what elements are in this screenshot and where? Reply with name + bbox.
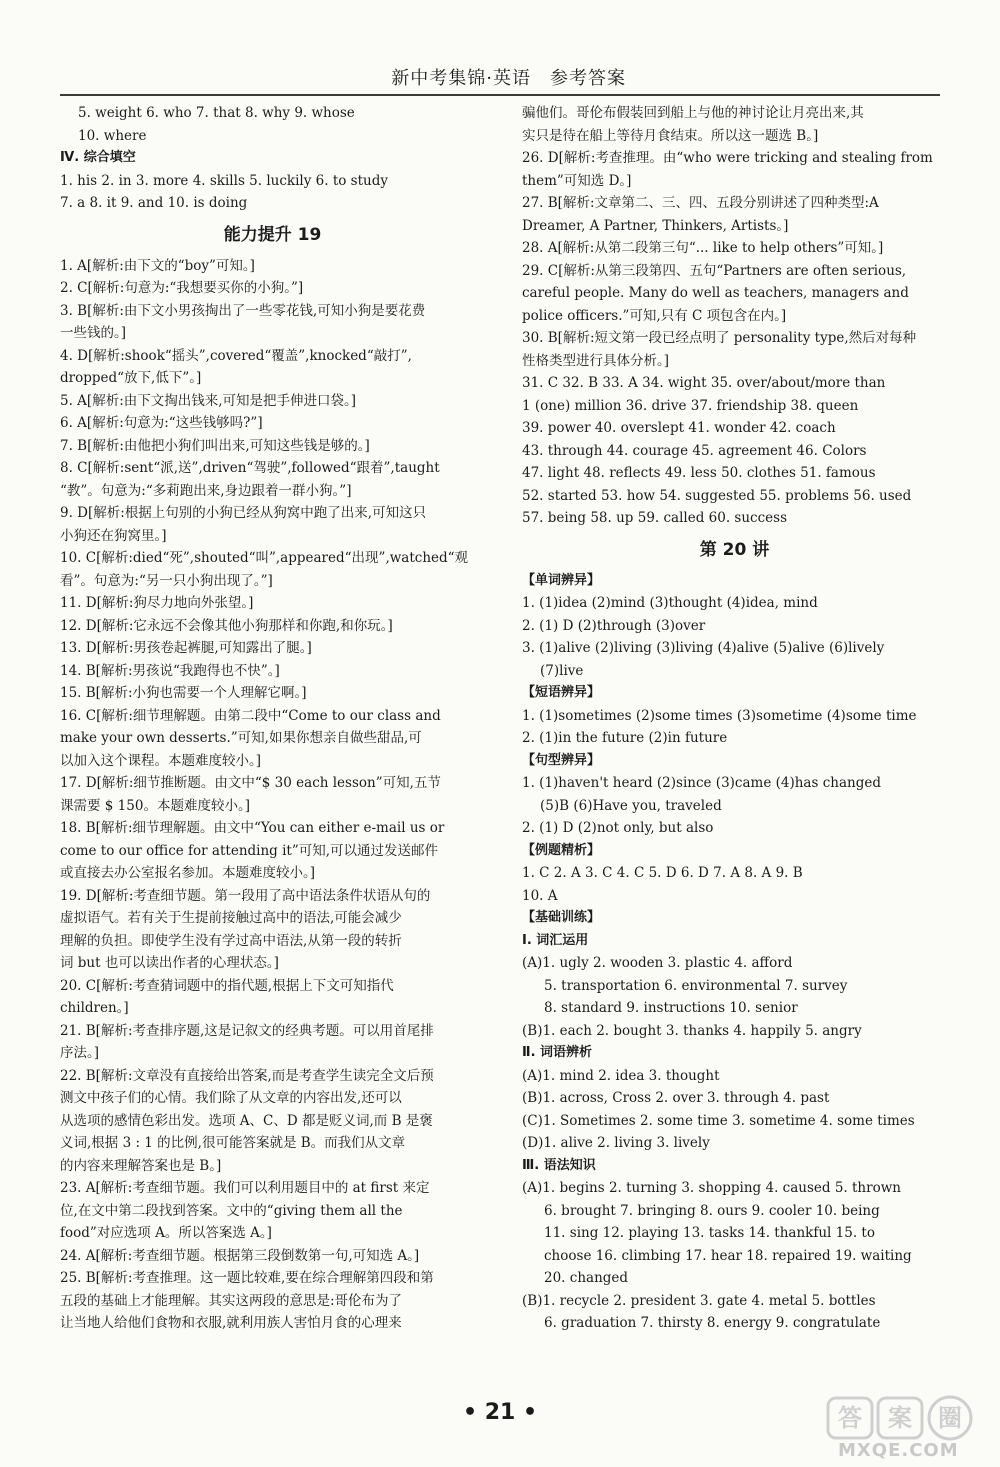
watermark-text: MXQE.COM — [838, 1440, 959, 1461]
answer-line: 19. D[解析:考查细节题。第一段用了高中语法条件状语从句的 — [60, 887, 431, 904]
answer-line: 14. B[解析:男孩说“我跑得也不快”。] — [60, 662, 280, 679]
answer-line: 2. (1) D (2)not only, but also — [522, 820, 714, 836]
answer-line: (5)B (6)Have you, traveled — [540, 797, 722, 814]
answer-line: 47. light 48. reflects 49. less 50. clothes 51. famous — [522, 465, 876, 481]
section-heading: 【基础训练】 — [522, 910, 601, 925]
answer-line: 52. started 53. how 54. suggested 55. problems 56. used — [522, 487, 912, 504]
answer-line: 4. D[解析:shook“摇头”,covered“覆盖”,knocked“敲打”, — [60, 347, 412, 364]
answer-line: 5. A[解析:由下文掏出钱来,可知是把手伸进口袋。] — [60, 392, 357, 409]
answer-line: 10. C[解析:died“死”,shouted“叫”,appeared“出现”,watched“观 — [60, 550, 469, 566]
answer-line: “教”。句意为:“多莉跑出来,身边跟着一群小狗。”] — [60, 482, 352, 499]
section-heading: Ⅳ. 综合填空 — [60, 150, 136, 165]
answer-line: 18. B[解析:细节理解题。由文中“You can either e-mail us or — [60, 820, 445, 836]
answer-line: 以加入这个课程。本题难度较小。] — [60, 752, 262, 769]
answer-line: 1 (one) million 36. drive 37. friendship 38. queen — [522, 397, 859, 414]
answer-line: 1. (1)haven't heard (2)since (3)came (4)has changed — [522, 775, 881, 791]
answer-line: 5. weight 6. who 7. that 8. why 9. whose — [78, 105, 355, 121]
answer-line: 10. where — [78, 127, 147, 144]
section-heading: Ⅲ. 语法知识 — [522, 1157, 596, 1173]
answer-line: 五段的基础上才能理解。其实这两段的意思是:哥伦布为了 — [60, 1292, 403, 1309]
svg-text:案: 案 — [888, 1404, 912, 1432]
answer-line: 11. D[解析:狗尽力地向外张望。] — [60, 595, 254, 611]
page-number: • 21 • — [462, 1400, 538, 1425]
page-header — [60, 54, 940, 96]
section-heading: Ⅱ. 词语辨析 — [522, 1045, 593, 1060]
answer-line: 20. changed — [544, 1270, 629, 1286]
section-heading: 【单词辨异】 — [522, 572, 601, 588]
answer-line: Dreamer, A Partner, Thinkers, Artists。] — [522, 217, 789, 234]
answer-line: 39. power 40. overslept 41. wonder 42. coach — [522, 420, 836, 436]
answer-line: (A)1. mind 2. idea 3. thought — [522, 1067, 720, 1084]
answer-line: 1. A[解析:由下文的“boy”可知。] — [60, 257, 255, 274]
answer-line: (B)1. each 2. bought 3. thanks 4. happily 5. angry — [522, 1022, 862, 1039]
answer-line: 22. B[解析:文章没有直接给出答案,而是考查学生读完全文后预 — [60, 1067, 434, 1084]
answer-line: 24. A[解析:考查细节题。根据第三段倒数第一句,可知选 A。] — [60, 1247, 420, 1264]
answer-line: (C)1. Sometimes 2. some time 3. sometime 4. some times — [522, 1112, 915, 1129]
section-title: 能力提升 19 — [223, 224, 322, 245]
answer-line: 7. B[解析:由他把小狗们叫出来,可知这些钱是够的。] — [60, 437, 370, 454]
answer-line: 8. C[解析:sent“派,送”,driven“驾驶”,followed“跟着”,taught — [60, 460, 440, 476]
answer-line: careful people. Many do well as teachers, managers and — [522, 285, 909, 301]
answer-line: 43. through 44. courage 45. agreement 46. Colors — [522, 442, 867, 459]
answer-line: 小狗还在狗窝里。] — [60, 527, 167, 544]
answer-line: 3. B[解析:由下文小男孩掏出了一些零花钱,可知小狗是要花费 — [60, 302, 426, 319]
answer-line: (7)live — [540, 662, 584, 679]
answer-line: make your own desserts.”可知,如果你想亲自做些甜品,可 — [60, 730, 422, 746]
answer-line: 28. A[解析:从第二段第三句“... like to help others”可知。] — [522, 240, 884, 256]
answer-line: come to our office for attending it”可知,可以通过发送邮件 — [60, 842, 439, 859]
answer-line: (A)1. ugly 2. wooden 3. plastic 4. afford — [522, 955, 793, 971]
answer-line: 13. D[解析:男孩卷起裤腿,可知露出了腿。] — [60, 640, 312, 656]
answer-line: 6. A[解析:句意为:“这些钱够吗?”] — [60, 415, 263, 431]
answer-line: 23. A[解析:考查细节题。我们可以利用题目中的 at first 来定 — [60, 1180, 430, 1196]
answer-line: 从选项的感情色彩出发。选项 A、C、D 都是贬义词,而 B 是褒 — [60, 1112, 433, 1129]
answer-line: 6. brought 7. bringing 8. ours 9. cooler 10. being — [544, 1202, 880, 1219]
answer-line: 2. (1)in the future (2)in future — [522, 730, 728, 746]
answer-line: (A)1. begins 2. turning 3. shopping 4. caused 5. thrown — [522, 1180, 901, 1196]
answer-line: 1. his 2. in 3. more 4. skills 5. luckily 6. to study — [60, 172, 388, 189]
section-heading: 【例题精析】 — [522, 842, 601, 858]
answer-line: 的内容来理解答案也是 B。] — [60, 1157, 222, 1174]
answer-line: 5. transportation 6. environmental 7. survey — [544, 977, 848, 994]
answer-line: 1. C 2. A 3. C 4. C 5. D 6. D 7. A 8. A 9. B — [522, 865, 803, 881]
answer-line: 8. standard 9. instructions 10. senior — [544, 1000, 798, 1016]
answer-line: 10. A — [522, 887, 558, 904]
answer-line: 实只是待在船上等待月食结束。所以这一题选 B。] — [522, 127, 819, 144]
answer-line: 11. sing 12. playing 13. tasks 14. thankful 15. to — [544, 1225, 875, 1241]
answer-line: 1. (1)sometimes (2)some times (3)sometime (4)some time — [522, 707, 917, 724]
answer-line: 看”。句意为:“另一只小狗出现了。”] — [60, 572, 273, 589]
section-heading: Ⅰ. 词汇运用 — [522, 932, 589, 948]
answer-line: 2. (1) D (2)through (3)over — [522, 617, 706, 634]
svg-text:答: 答 — [838, 1404, 862, 1432]
answer-line: 一些钱的。] — [60, 325, 127, 341]
answer-line: 性格类型进行具体分析。] — [522, 352, 670, 369]
answer-line: 25. B[解析:考查推理。这一题比较难,要在综合理解第四段和第 — [60, 1270, 434, 1286]
svg-text:圈: 圈 — [938, 1404, 962, 1432]
section-heading: 【句型辨异】 — [522, 752, 601, 768]
answer-line: (B)1. across, Cross 2. over 3. through 4. past — [522, 1090, 830, 1106]
answer-line: 12. D[解析:它永远不会像其他小狗那样和你跑,和你玩。] — [60, 617, 393, 634]
answer-line: 3. (1)alive (2)living (3)living (4)alive (5)alive (6)lively — [522, 640, 885, 656]
answer-line: 17. D[解析:细节推断题。由文中“$ 30 each lesson”可知,五节 — [60, 775, 441, 791]
answer-line: 词 but 也可以读出作者的心理状态。] — [60, 955, 279, 971]
answer-line: 20. C[解析:考查猜词题中的指代题,根据上下文可知指代 — [60, 977, 394, 994]
answer-line: 位,在文中第二段找到答案。文中的“giving them all the — [60, 1202, 403, 1219]
answer-line: choose 16. climbing 17. hear 18. repaired 19. waiting — [544, 1247, 912, 1264]
answer-line: 虚拟语气。若有关于生提前接触过高中的语法,可能会减少 — [60, 910, 402, 926]
answer-line: 课需要 $ 150。本题难度较小。] — [60, 797, 250, 814]
answer-line: 义词,根据 3 : 1 的比例,很可能答案就是 B。而我们从文章 — [60, 1135, 406, 1151]
left-column — [60, 102, 485, 1335]
answer-line: 序法。] — [60, 1045, 100, 1061]
section-title: 第 20 讲 — [699, 539, 770, 560]
answer-line: (D)1. alive 2. living 3. lively — [522, 1135, 710, 1151]
answer-line: 30. B[解析:短文第一段已经点明了 personality type,然后对每种 — [522, 330, 917, 346]
answer-line: 16. C[解析:细节理解题。由第二段中“Come to our class and — [60, 707, 441, 724]
answer-line: dropped“放下,低下”。] — [60, 370, 202, 386]
answer-line: 26. D[解析:考查推理。由“who were tricking and stealing from — [522, 150, 933, 166]
answer-line: 测文中孩子们的心情。我们除了从文章的内容出发,还可以 — [60, 1090, 402, 1106]
answer-line: 骗他们。哥伦布假装回到船上与他的神讨论让月亮出来,其 — [522, 105, 864, 121]
answer-line: 29. C[解析:从第三段第四、五句“Partners are often serious, — [522, 262, 907, 279]
answer-line: 15. B[解析:小狗也需要一个人理解它啊。] — [60, 685, 307, 701]
answer-line: (B)1. recycle 2. president 3. gate 4. metal 5. bottles — [522, 1292, 876, 1309]
answer-line: 9. D[解析:根据上句别的小狗已经从狗窝中跑了出来,可知这只 — [60, 505, 427, 521]
answer-line: 1. (1)idea (2)mind (3)thought (4)idea, mind — [522, 595, 818, 611]
answer-line: 31. C 32. B 33. A 34. wight 35. over/about/more than — [522, 375, 886, 391]
answer-line: children。] — [60, 1000, 129, 1016]
answer-line: them”可知选 D。] — [522, 172, 632, 189]
answer-line: 2. C[解析:句意为:“我想要买你的小狗。”] — [60, 280, 304, 296]
answer-line: 6. graduation 7. thirsty 8. energy 9. congratulate — [544, 1315, 881, 1331]
answer-line: 27. B[解析:文章第二、三、四、五段分别讲述了四种类型:A — [522, 195, 879, 211]
answer-line: food”对应选项 A。所以答案选 A。] — [60, 1225, 272, 1241]
answer-line: 或直接去办公室报名参加。本题难度较小。] — [60, 865, 316, 881]
header-title: 新中考集锦·英语 参考答案 — [391, 68, 626, 89]
section-heading: 【短语辨异】 — [522, 685, 601, 700]
answer-line: 7. a 8. it 9. and 10. is doing — [60, 195, 248, 211]
right-column — [522, 102, 947, 1335]
answer-line: 57. being 58. up 59. called 60. success — [522, 510, 788, 526]
answer-line: 理解的负担。即使学生没有学过高中语法,从第一段的转折 — [60, 932, 402, 949]
answer-line: 让当地人给他们食物和衣服,就利用族人害怕月食的心理来 — [60, 1315, 402, 1331]
answer-line: police officers.”可知,只有 C 项包含在内。] — [522, 307, 787, 324]
answer-line: 21. B[解析:考查排序题,这是记叙文的经典考题。可以用首尾排 — [60, 1022, 434, 1039]
